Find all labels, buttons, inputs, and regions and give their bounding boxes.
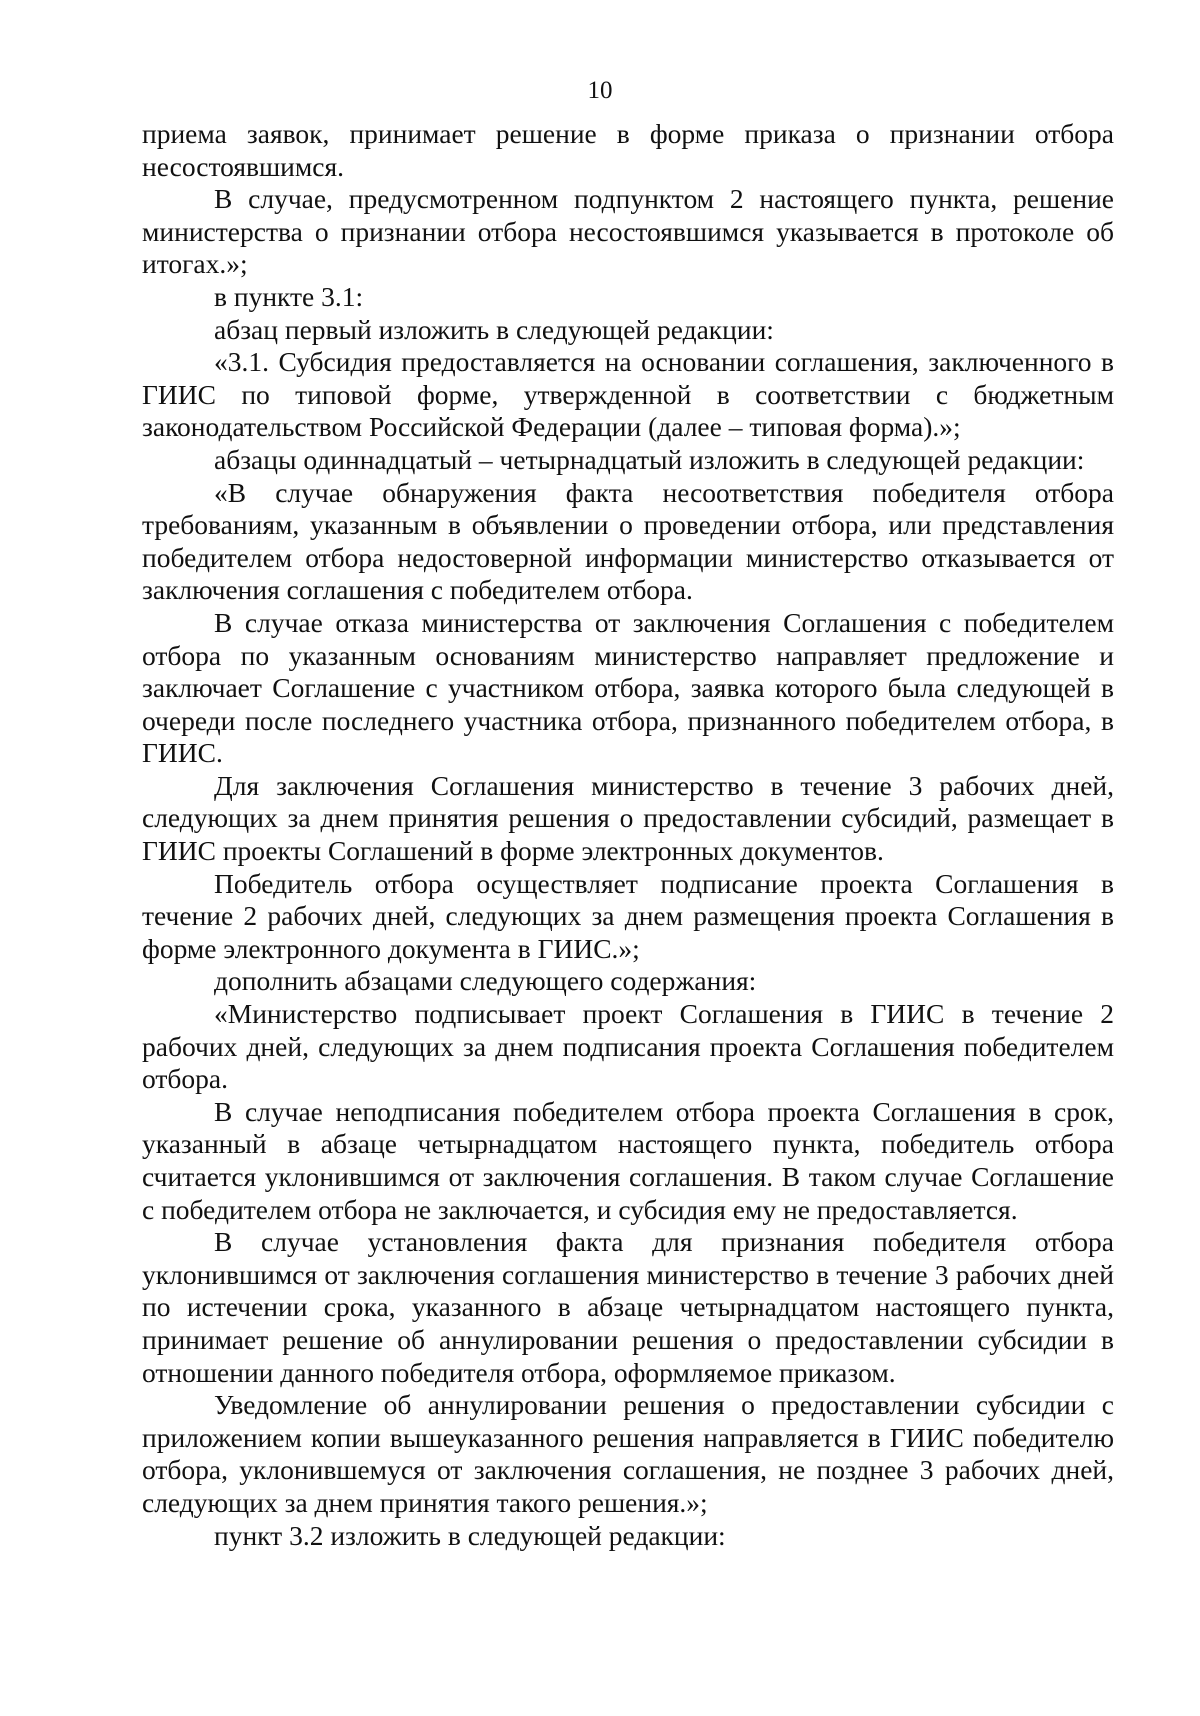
paragraph: В случае отказа министерства от заключения Соглашения с победителем отбора по указанным основаниям министерство направляет предложение и заключает Соглашение с участником отбора, заявка которого была следующей в очереди после последнего участника отбора, признанного победителем отбора, в ГИИС. (142, 606, 1114, 769)
paragraph: Для заключения Соглашения министерство в течение 3 рабочих дней, следующих за днем принятия решения о предоставлении субсидий, размещает в ГИИС проекты Соглашений в форме электронных документов. (142, 769, 1114, 867)
paragraph: приема заявок, принимает решение в форме приказа о признании отбора несостоявшимся. (142, 118, 1114, 182)
document-body (142, 118, 1114, 1552)
paragraph: пункт 3.2 изложить в следующей редакции: (214, 1519, 726, 1551)
paragraph: Победитель отбора осуществляет подписание проекта Соглашения в течение 2 рабочих дней, следующих за днем размещения проекта Соглашения в форме электронного документа в ГИИС.»; (142, 867, 1114, 964)
paragraph: В случае неподписания победителем отбора проекта Соглашения в срок, указанный в абзаце четырнадцатом настоящего пункта, победитель отбора считается уклонившимся от заключения соглашения. В таком случае Соглашение с победителем отбора не заключается, и субсидия ему не предоставляется. (142, 1095, 1114, 1225)
paragraph: абзац первый изложить в следующей редакции: (214, 313, 774, 345)
paragraph: «В случае обнаружения факта несоответствия победителя отбора требованиям, указанным в объявлении о проведении отбора, или представления победителем отбора недостоверной информации министерство отказывается от заключения соглашения с победителем отбора. (142, 476, 1114, 606)
paragraph: В случае, предусмотренном подпунктом 2 настоящего пункта, решение министерства о признании отбора несостоявшимся указывается в протоколе об итогах.»; (142, 183, 1114, 280)
paragraph: В случае установления факта для признания победителя отбора уклонившимся от заключения соглашения министерство в течение 3 рабочих дней по истечении срока, указанного в абзаце четырнадцатом настоящего пункта, принимает решение об аннулировании решения о предоставлении субсидии в отношении данного победителя отбора, оформляемое приказом. (142, 1226, 1114, 1388)
paragraph: абзацы одиннадцатый – четырнадцатый изложить в следующей редакции: (214, 443, 1085, 475)
page-number: 10 (587, 77, 613, 104)
paragraph: дополнить абзацами следующего содержания: (214, 965, 757, 997)
paragraph: в пункте 3.1: (214, 280, 364, 312)
paragraph: «Министерство подписывает проект Соглашения в ГИИС в течение 2 рабочих дней, следующих за днем подписания проекта Соглашения победителем отбора. (142, 998, 1114, 1095)
paragraph: Уведомление об аннулировании решения о предоставлении субсидии с приложением копии вышеуказанного решения направляется в ГИИС победителю отбора, уклонившемуся от заключения соглашения, не позднее 3 рабочих дней, следующих за днем принятия такого решения.»; (142, 1389, 1114, 1518)
paragraph: «3.1. Субсидия предоставляется на основании соглашения, заключенного в ГИИС по типовой форме, утвержденной в соответствии с бюджетным законодательством Российской Федерации (далее – типовая форма).»; (142, 346, 1114, 443)
